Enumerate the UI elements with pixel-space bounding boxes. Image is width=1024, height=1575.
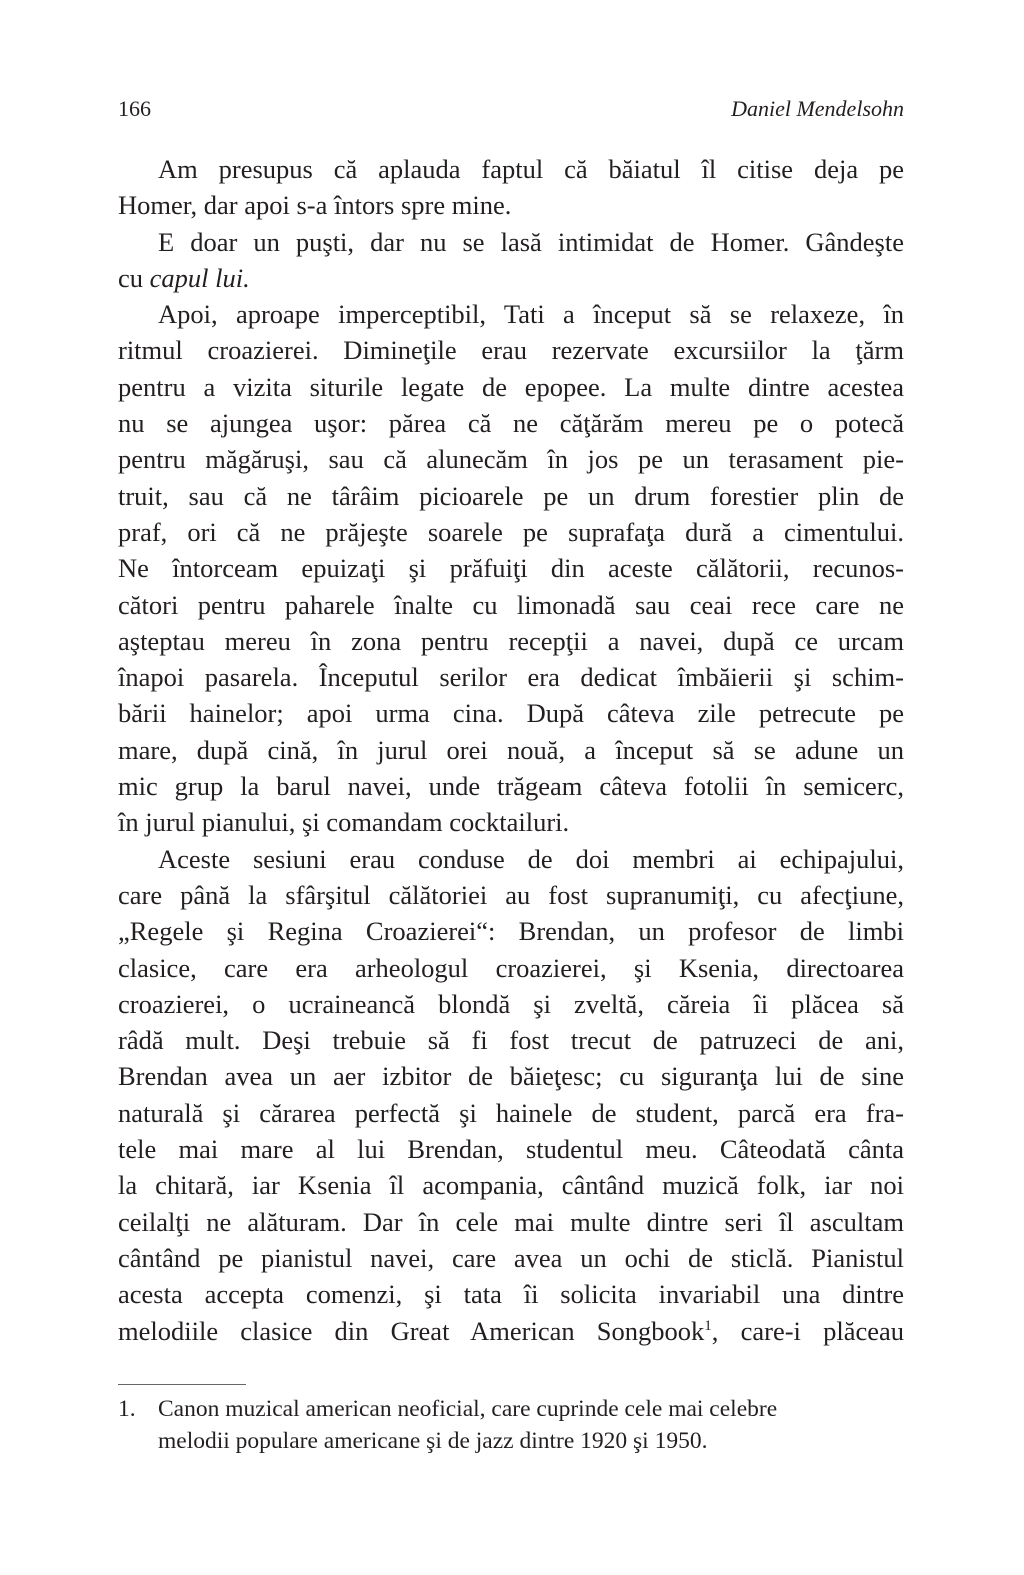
text-segment: tele mai mare al lui Brendan, studentul meu. Câteodată cânta (118, 1134, 904, 1165)
page-number: 166 (118, 96, 151, 121)
text-line (118, 695, 904, 731)
text-segment: înapoi pasarela. Începutul serilor era dedicat îmbăierii şi schim- (118, 662, 904, 693)
text-line (118, 260, 904, 296)
text-segment: aşteptau mereu în zona pentru recepţii a navei, după ce urcam (118, 625, 904, 656)
text-segment: praf, ori că ne prăjeşte soarele pe suprafaţa dură a cimentului. (118, 516, 904, 547)
text-segment: pentru măgăruşi, sau că alunecăm în jos pe un terasament pie- (118, 444, 904, 475)
text-segment: „Regele şi Regina Croazierei“: Brendan, un profesor de limbi (118, 916, 904, 947)
text-line (118, 478, 904, 514)
text-line (118, 768, 904, 804)
text-line (118, 1095, 904, 1131)
text-line (118, 550, 904, 586)
text-line (118, 877, 904, 913)
footnote (118, 1393, 904, 1457)
text-line (118, 659, 904, 695)
text-segment: , care-i plăceau (711, 1315, 904, 1346)
text-segment: E doar un puşti, dar nu se lasă intimidat de Homer. Gândeşte (158, 226, 904, 257)
text-line (118, 1204, 904, 1240)
text-segment: Ne întorceam epuizaţi şi prăfuiţi din aceste călătorii, recunos- (118, 553, 904, 584)
text-segment: Homer, dar apoi s-a întors spre mine. (118, 190, 512, 221)
text-line (118, 332, 904, 368)
text-line (118, 1058, 904, 1094)
text-line (118, 804, 904, 840)
text-segment: în jurul pianului, şi comandam cocktailuri. (118, 807, 570, 838)
text-line (118, 1240, 904, 1276)
text-line (118, 187, 904, 223)
text-line (118, 151, 904, 187)
text-segment: clasice, care era arheologul croazierei, şi Ksenia, directoarea (118, 952, 904, 983)
text-line (118, 841, 904, 877)
text-segment: mare, după cină, în jurul orei nouă, a început să se adune un (118, 734, 904, 765)
italic-text: capul lui. (149, 262, 250, 293)
running-header-author: Daniel Mendelsohn (731, 96, 904, 121)
text-segment: acesta accepta comenzi, şi tata îi solicita invariabil una dintre (118, 1279, 904, 1310)
text-line (118, 623, 904, 659)
footnote-text-line: melodii populare americane şi de jazz dintre 1920 şi 1950. (158, 1428, 708, 1454)
text-line (118, 587, 904, 623)
text-segment: truit, sau că ne târâim picioarele pe un drum forestier plin de (118, 480, 904, 511)
text-line (118, 441, 904, 477)
text-line (118, 514, 904, 550)
footnote-reference: 1 (704, 1317, 712, 1334)
text-segment: bării hainelor; apoi urma cina. După câteva zile petrecute pe (118, 698, 904, 729)
text-line (118, 986, 904, 1022)
text-line (118, 405, 904, 441)
text-segment: croazierei, o ucraineancă blondă şi zveltă, căreia îi plăcea să (118, 988, 904, 1019)
footnote-number: 1. (118, 1396, 136, 1422)
text-line (118, 950, 904, 986)
text-segment: Aceste sesiuni erau conduse de doi membri ai echipajului, (158, 843, 904, 874)
text-line (118, 296, 904, 332)
text-segment: ceilalţi ne alăturam. Dar în cele mai multe dintre seri îl ascultam (118, 1206, 904, 1237)
text-line (118, 1313, 904, 1349)
footnote-text-line: Canon muzical american neoficial, care cuprinde cele mai celebre (158, 1396, 778, 1422)
text-segment: nu se ajungea uşor: părea că ne căţărăm mereu pe o potecă (118, 408, 904, 439)
text-segment: Am presupus că aplauda faptul că băiatul îl citise deja pe (158, 154, 904, 184)
text-segment: pentru a vizita siturile legate de epopee. La multe dintre acestea (118, 371, 904, 402)
text-segment: mic grup la barul navei, unde trăgeam câteva fotolii în semicerc, (118, 771, 904, 802)
body-text (118, 151, 904, 1349)
text-line (118, 1276, 904, 1312)
text-line (118, 1167, 904, 1203)
footnote-separator (118, 1384, 246, 1385)
text-line (118, 1131, 904, 1167)
text-segment: râdă mult. Deşi trebuie să fi fost trecut de patruzeci de ani, (118, 1025, 904, 1056)
text-segment: Brendan avea un aer izbitor de băieţesc; cu siguranţa lui de sine (118, 1061, 904, 1092)
text-segment: ritmul croazierei. Dimineţile erau rezervate excursiilor la ţărm (118, 335, 904, 366)
text-segment: cu (118, 262, 150, 293)
text-line (118, 913, 904, 949)
text-segment: cântând pe pianistul navei, care avea un ochi de sticlă. Pianistul (118, 1242, 904, 1273)
text-segment: Apoi, aproape imperceptibil, Tati a început să se relaxeze, în (158, 299, 904, 330)
text-line (118, 369, 904, 405)
text-segment: cători pentru paharele înalte cu limonadă sau ceai rece care ne (118, 589, 904, 620)
text-segment: care până la sfârşitul călătoriei au fost supranumiţi, cu afecţiune, (118, 879, 904, 910)
text-line (118, 224, 904, 260)
text-segment: melodiile clasice din Great American Songbook (118, 1315, 705, 1346)
text-line (118, 732, 904, 768)
text-segment: la chitară, iar Ksenia îl acompania, cântând muzică folk, iar noi (118, 1170, 904, 1201)
text-line (118, 1022, 904, 1058)
text-segment: naturală şi cărarea perfectă şi hainele de student, parcă era fra- (118, 1097, 904, 1128)
